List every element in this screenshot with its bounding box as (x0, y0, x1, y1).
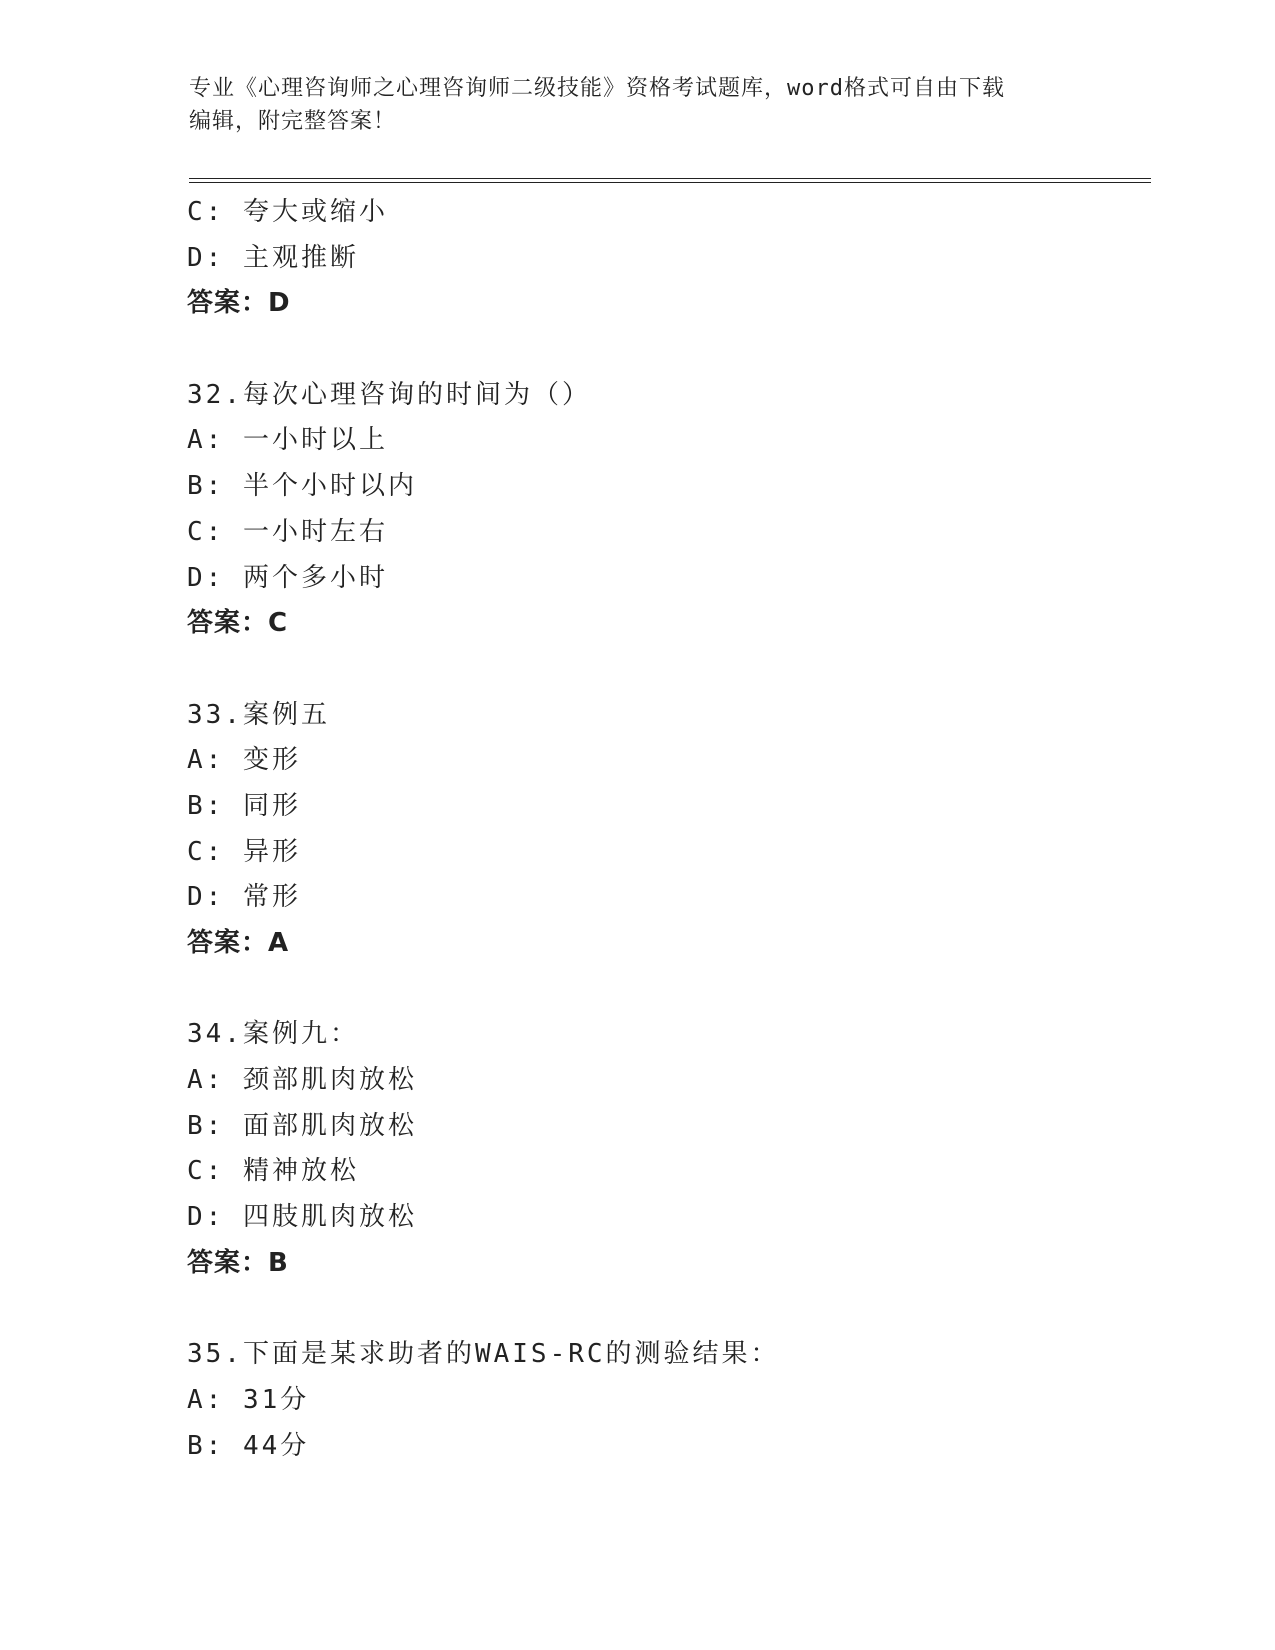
question-stem: 32.每次心理咨询的时间为（） (187, 379, 591, 410)
question-list (187, 190, 1147, 1469)
question-stem: 34.案例九： (187, 1019, 359, 1050)
option-c: C: 夸大或缩小 (187, 197, 388, 227)
option-a: A: 31分 (187, 1384, 310, 1415)
option-a: A: 一小时以上 (187, 425, 388, 456)
option-d: D: 两个多小时 (187, 562, 388, 593)
spacer (187, 967, 1147, 1013)
header-line-2: 编辑，附完整答案！ (189, 109, 397, 134)
previous-question-tail (187, 190, 1147, 327)
document-header (189, 72, 1089, 138)
spacer (187, 1287, 1147, 1333)
answer-line: 答案：C (187, 608, 289, 639)
question-stem: 33.案例五 (187, 699, 330, 730)
header-rule-bottom (189, 182, 1151, 183)
option-d: D: 四肢肌肉放松 (187, 1202, 417, 1233)
option-b: B: 面部肌肉放松 (187, 1110, 417, 1141)
option-b: B: 44分 (187, 1430, 310, 1461)
question-33 (187, 693, 1147, 967)
option-c: C: 一小时左右 (187, 516, 388, 547)
option-b: B: 半个小时以内 (187, 471, 417, 502)
answer-line: 答案：B (187, 1247, 289, 1278)
option-c: C: 精神放松 (187, 1156, 359, 1187)
answer-line: 答案：D (187, 288, 291, 319)
option-a: A: 颈部肌肉放松 (187, 1065, 417, 1096)
option-d: D: 常形 (187, 882, 301, 913)
option-b: B: 同形 (187, 790, 301, 821)
option-c: C: 异形 (187, 836, 301, 867)
option-a: A: 变形 (187, 745, 301, 776)
spacer (187, 327, 1147, 373)
header-rule-top (189, 178, 1151, 179)
question-35 (187, 1332, 1147, 1469)
question-34 (187, 1012, 1147, 1286)
header-line-1: 专业《心理咨询师之心理咨询师二级技能》资格考试题库，word格式可自由下载 (189, 76, 1005, 101)
question-32 (187, 373, 1147, 647)
question-stem: 35.下面是某求助者的WAIS-RC的测验结果： (187, 1339, 780, 1370)
option-d: D: 主观推断 (187, 242, 359, 273)
answer-line: 答案：A (187, 928, 290, 958)
spacer (187, 647, 1147, 693)
